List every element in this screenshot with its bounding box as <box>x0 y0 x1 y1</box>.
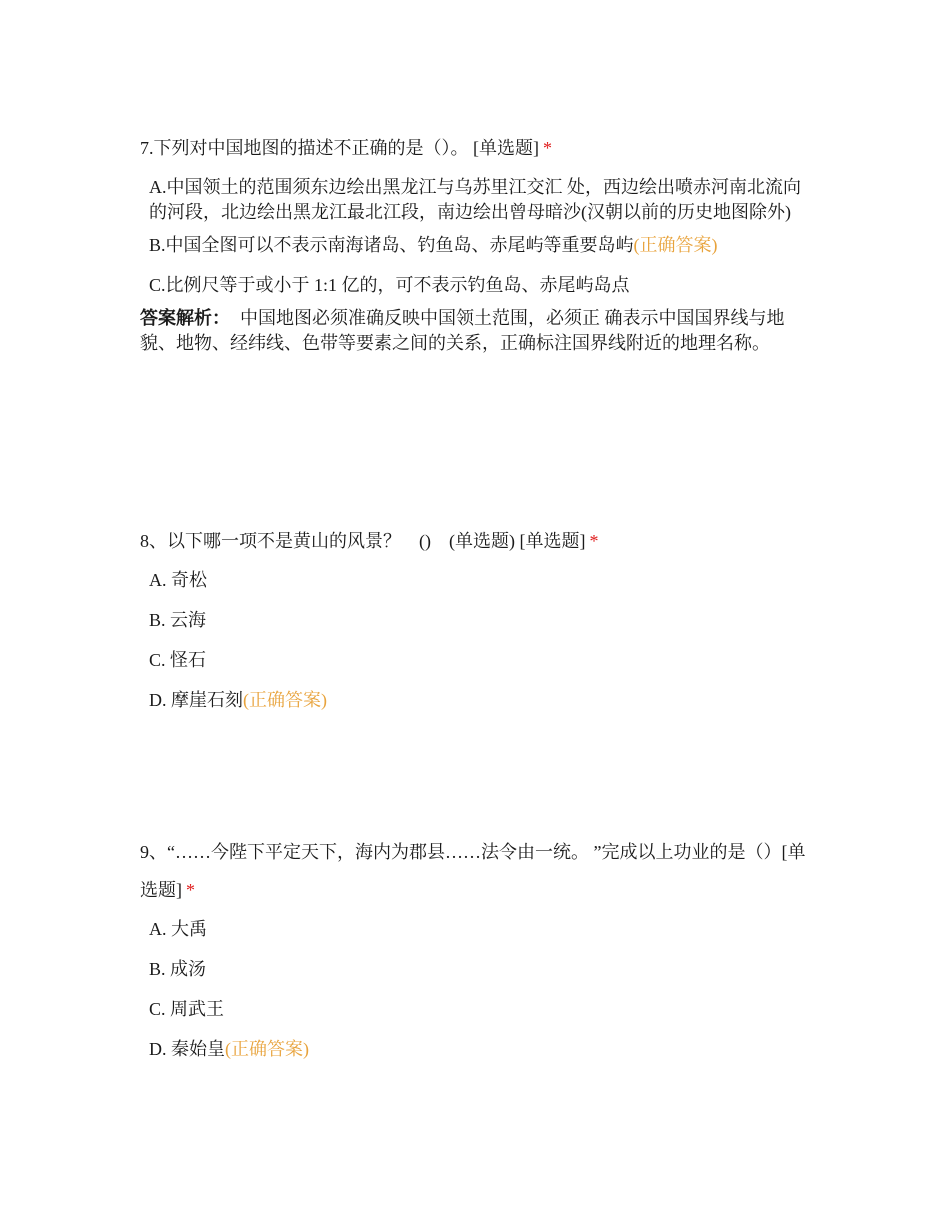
option-text: C. 周武王 <box>149 999 225 1019</box>
question-title <box>140 135 810 161</box>
option-c[interactable] <box>149 648 810 673</box>
question-title-text: 7.下列对中国地图的描述不正确的是（）。 [单选题] <box>140 138 539 158</box>
option-text: D. 摩崖石刻 <box>149 690 243 710</box>
option-a[interactable] <box>149 175 810 225</box>
question-title-text: 9、“……今陛下平定天下，海内为郡县……法令由一统。 ”完成以上功业的是（）[单选题] <box>140 842 806 900</box>
option-b[interactable] <box>149 957 810 982</box>
option-d[interactable] <box>149 688 810 713</box>
option-text: A. 大禹 <box>149 919 207 939</box>
question-9 <box>140 833 810 1077</box>
option-text: C.比例尺等于或小于 1:1 亿的，可不表示钓鱼岛、赤尾屿岛点 <box>149 275 630 295</box>
option-list <box>140 917 810 1062</box>
option-text: B. 云海 <box>149 610 207 630</box>
correct-answer-tag: (正确答案) <box>225 1039 309 1059</box>
option-text: B. 成汤 <box>149 959 207 979</box>
question-7 <box>140 135 810 356</box>
analysis-label: 答案解析： <box>140 308 230 329</box>
correct-answer-tag: (正确答案) <box>243 690 327 710</box>
analysis-text: 中国地图必须准确反映中国领土范围，必须正 确表示中国国界线与地貌、地物、经纬线、色带等要素之间的关系，正确标注国界线附近的地理名称。 <box>140 308 785 353</box>
option-b[interactable] <box>149 233 810 258</box>
answer-analysis <box>140 306 810 356</box>
question-title <box>140 833 810 909</box>
option-c[interactable] <box>149 273 810 298</box>
required-mark: * <box>543 138 552 158</box>
option-text: C. 怪石 <box>149 650 207 670</box>
question-title <box>140 528 810 554</box>
correct-answer-tag: (正确答案) <box>633 235 718 255</box>
required-mark: * <box>186 880 195 900</box>
question-8 <box>140 528 810 728</box>
option-text: B.中国全图可以不表示南海诸岛、钓鱼岛、赤尾屿等重要岛屿 <box>149 235 634 255</box>
option-text: A.中国领土的范围须东边绘出黑龙江与乌苏里江交汇 处，西边绘出喷赤河南北流向的河段，北边绘出黑龙江最北江段，南边绘出曾母暗沙(汉朝以前的历史地图除外) <box>149 177 801 222</box>
required-mark: * <box>589 531 599 551</box>
option-text: D. 秦始皇 <box>149 1039 225 1059</box>
option-a[interactable] <box>149 568 810 593</box>
option-list <box>140 175 810 298</box>
option-c[interactable] <box>149 997 810 1022</box>
option-text: A. 奇松 <box>149 570 207 590</box>
option-d[interactable] <box>149 1037 810 1062</box>
option-list <box>140 568 810 713</box>
question-title-text: 8、以下哪一项不是黄山的风景？ () (单选题) [单选题] <box>140 531 586 551</box>
option-b[interactable] <box>149 608 810 633</box>
option-a[interactable] <box>149 917 810 942</box>
